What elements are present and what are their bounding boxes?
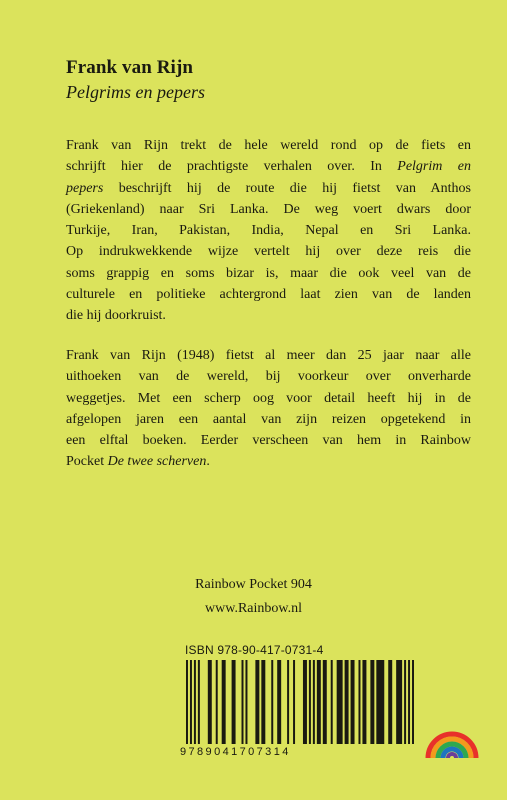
barcode-bar <box>255 660 259 744</box>
blurb-line: weggetjes. Met een scherp oog voor detail heeft hij in de <box>66 390 471 406</box>
barcode-bar <box>222 660 226 744</box>
barcode-bar <box>245 660 247 744</box>
blurb-paragraph-2 <box>66 345 471 473</box>
blurb-line: Frank van Rijn (1948) fietst al meer dan 25 jaar naar alle <box>66 348 471 363</box>
barcode-bar <box>293 660 295 744</box>
series-info <box>0 573 507 621</box>
publisher-url: www.Rainbow.nl <box>205 601 302 616</box>
blurb-line: Turkije, Iran, Pakistan, India, Nepal en Sri Lanka. <box>66 223 471 239</box>
barcode-bar <box>208 660 212 744</box>
barcode-bar <box>388 660 392 744</box>
barcode-bar <box>277 660 281 744</box>
barcode-bar <box>323 660 327 744</box>
barcode-bar <box>309 660 311 744</box>
blurb-line: Frank van Rijn trekt de hele wereld rond op de fiets en <box>66 138 471 153</box>
series-name: Rainbow Pocket 904 <box>195 577 312 592</box>
blurb-line: pepers beschrijft hij de route die hij fietst van Anthos <box>66 180 471 196</box>
blurb-line: Op indrukwekkende wijze vertelt hij over deze reis die <box>66 244 471 260</box>
barcode-bars <box>180 660 420 748</box>
barcode-bar <box>331 660 333 744</box>
book-title: Pelgrims en pepers <box>66 82 205 102</box>
barcode-bar <box>194 660 196 744</box>
barcode-bar <box>271 660 273 744</box>
barcode-bar <box>408 660 410 744</box>
barcode-bar <box>186 660 188 744</box>
barcode-digits: 9789041707314 <box>180 746 291 758</box>
blurb-line: een elftal boeken. Eerder verscheen van hem in Rainbow <box>66 433 471 449</box>
blurb-line: Pocket De twee scherven. <box>66 454 210 470</box>
book-title-reference: pepers <box>66 180 104 196</box>
book-title-reference: Pelgrim en <box>397 159 471 175</box>
blurb-line: (Griekenland) naar Sri Lanka. De weg voert dwars door <box>66 201 471 217</box>
barcode-bar <box>351 660 355 744</box>
barcode-bar <box>396 660 402 744</box>
barcode-bar <box>313 660 315 744</box>
blurb-line: schrijft hier de prachtigste verhalen over. In Pelgrim en <box>66 159 471 175</box>
blurb-line: culturele en politieke achtergrond laat zien van de landen <box>66 287 471 303</box>
blurb-line: afgelopen jaren een aantal van zijn reizen opgetekend in <box>66 411 471 427</box>
barcode-bar <box>232 660 236 744</box>
barcode-bar <box>362 660 366 744</box>
barcode-bar <box>345 660 349 744</box>
blurb-paragraph-1 <box>66 135 471 327</box>
barcode-bar <box>337 660 343 744</box>
barcode-bar <box>190 660 192 744</box>
barcode-bar <box>412 660 414 744</box>
barcode-bar <box>303 660 307 744</box>
blurb-line: uithoeken van de wereld, bij voorkeur over onverharde <box>66 369 471 385</box>
barcode <box>180 660 420 760</box>
barcode-bar <box>242 660 244 744</box>
isbn-label: ISBN 978-90-417-0731-4 <box>185 643 324 657</box>
barcode-bar <box>287 660 289 744</box>
barcode-bar <box>216 660 218 744</box>
barcode-bar <box>370 660 374 744</box>
barcode-bar <box>358 660 360 744</box>
barcode-bar <box>198 660 200 744</box>
book-title-reference: De twee scherven <box>107 454 207 470</box>
barcode-bar <box>317 660 321 744</box>
barcode-bar <box>404 660 406 744</box>
author-name: Frank van Rijn <box>66 57 194 78</box>
blurb-line: die hij doorkruist. <box>66 308 166 324</box>
blurb-line: soms grappig en soms bizar is, maar die ook veel van de <box>66 265 471 281</box>
barcode-bar <box>261 660 265 744</box>
barcode-bar <box>376 660 384 744</box>
rainbow-logo-icon <box>424 710 480 771</box>
